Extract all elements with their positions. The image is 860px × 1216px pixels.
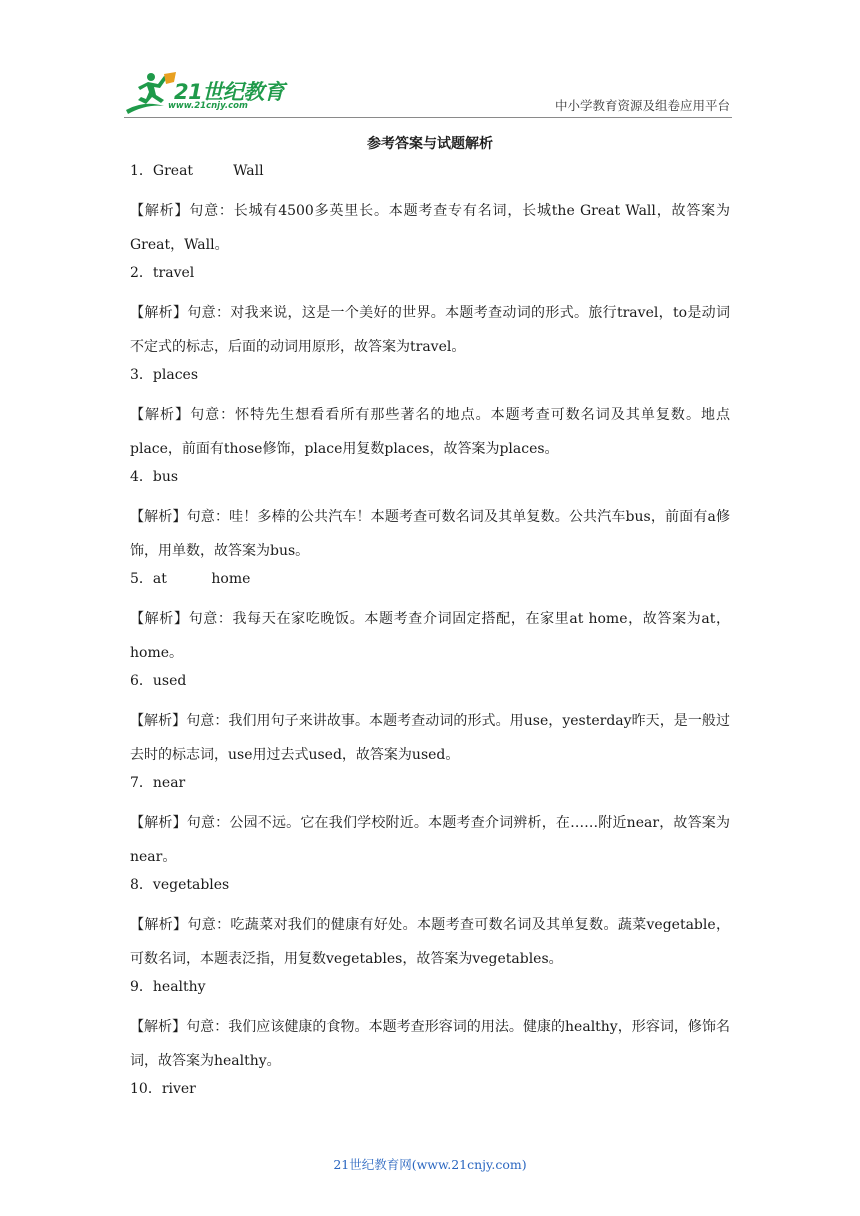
page-header	[0, 0, 860, 120]
platform-name: 中小学教育资源及组卷应用平台	[554, 98, 730, 113]
explanation-paragraph: 【解析】句意：吃蔬菜对我们的健康有好处。本题考查可数名词及其单复数。蔬菜vegetable，可数名词，本题表泛指，用复数vegetables，故答案为vegetables。	[130, 917, 730, 967]
explanation-paragraph: 【解析】句意：对我来说，这是一个美好的世界。本题考查动词的形式。旅行travel，to是动词不定式的标志，后面的动词用原形，故答案为travel。	[130, 305, 730, 355]
explanation-paragraph: 【解析】句意：我们应该健康的食物。本题考查形容词的用法。健康的healthy，形容词，修饰名词，故答案为healthy。	[130, 1019, 730, 1069]
explanation-paragraph: 【解析】句意：哇！多棒的公共汽车！本题考查可数名词及其单复数。公共汽车bus，前面有a修饰，用单数，故答案为bus。	[130, 509, 730, 559]
answer-item	[130, 670, 730, 772]
answer-line: 5．at home	[130, 571, 251, 587]
explanation-paragraph: 【解析】句意：怀特先生想看看所有那些著名的地点。本题考查可数名词及其单复数。地点place，前面有those修饰，place用复数places，故答案为places。	[130, 407, 730, 457]
answer-item	[130, 772, 730, 874]
answer-item	[130, 364, 730, 466]
answer-line: 4．bus	[130, 469, 179, 485]
answer-line: 3．places	[130, 367, 199, 383]
answer-item	[130, 568, 730, 670]
explanation-paragraph: 【解析】句意：长城有4500多英里长。本题考查专有名词，长城the Great Wall，故答案为Great，Wall。	[130, 203, 730, 253]
footer-link[interactable]: 21世纪教育网(www.21cnjy.com)	[333, 1157, 527, 1172]
answer-line: 7．near	[130, 775, 186, 791]
logo-url: www.21cnjy.com	[168, 101, 248, 111]
logo-title: 21世纪教育	[174, 80, 285, 104]
answer-item	[130, 976, 730, 1078]
explanation-paragraph: 【解析】句意：公园不远。它在我们学校附近。本题考查介词辨析，在……附近near，故答案为near。	[130, 815, 730, 865]
answer-item	[130, 466, 730, 568]
explanation-paragraph: 【解析】句意：我们用句子来讲故事。本题考查动词的形式。用use，yesterday昨天，是一般过去时的标志词，use用过去式used，故答案为used。	[130, 713, 730, 763]
answer-line: 9．healthy	[130, 979, 206, 995]
answer-item	[130, 874, 730, 976]
answer-line: 2．travel	[130, 265, 195, 281]
answer-line: 6．used	[130, 673, 187, 689]
answer-line: 10．river	[130, 1081, 196, 1097]
answer-item	[130, 1078, 730, 1112]
logo	[124, 70, 294, 116]
answer-line: 1．Great Wall	[130, 163, 264, 179]
explanation-paragraph: 【解析】句意：我每天在家吃晚饭。本题考查介词固定搭配，在家里at home，故答案为at，home。	[130, 611, 730, 661]
answer-line: 8．vegetables	[130, 877, 230, 893]
answer-list	[130, 160, 730, 1112]
page-title: 参考答案与试题解析	[367, 136, 493, 152]
answer-item	[130, 160, 730, 262]
header-divider	[124, 117, 732, 118]
answer-item	[130, 262, 730, 364]
